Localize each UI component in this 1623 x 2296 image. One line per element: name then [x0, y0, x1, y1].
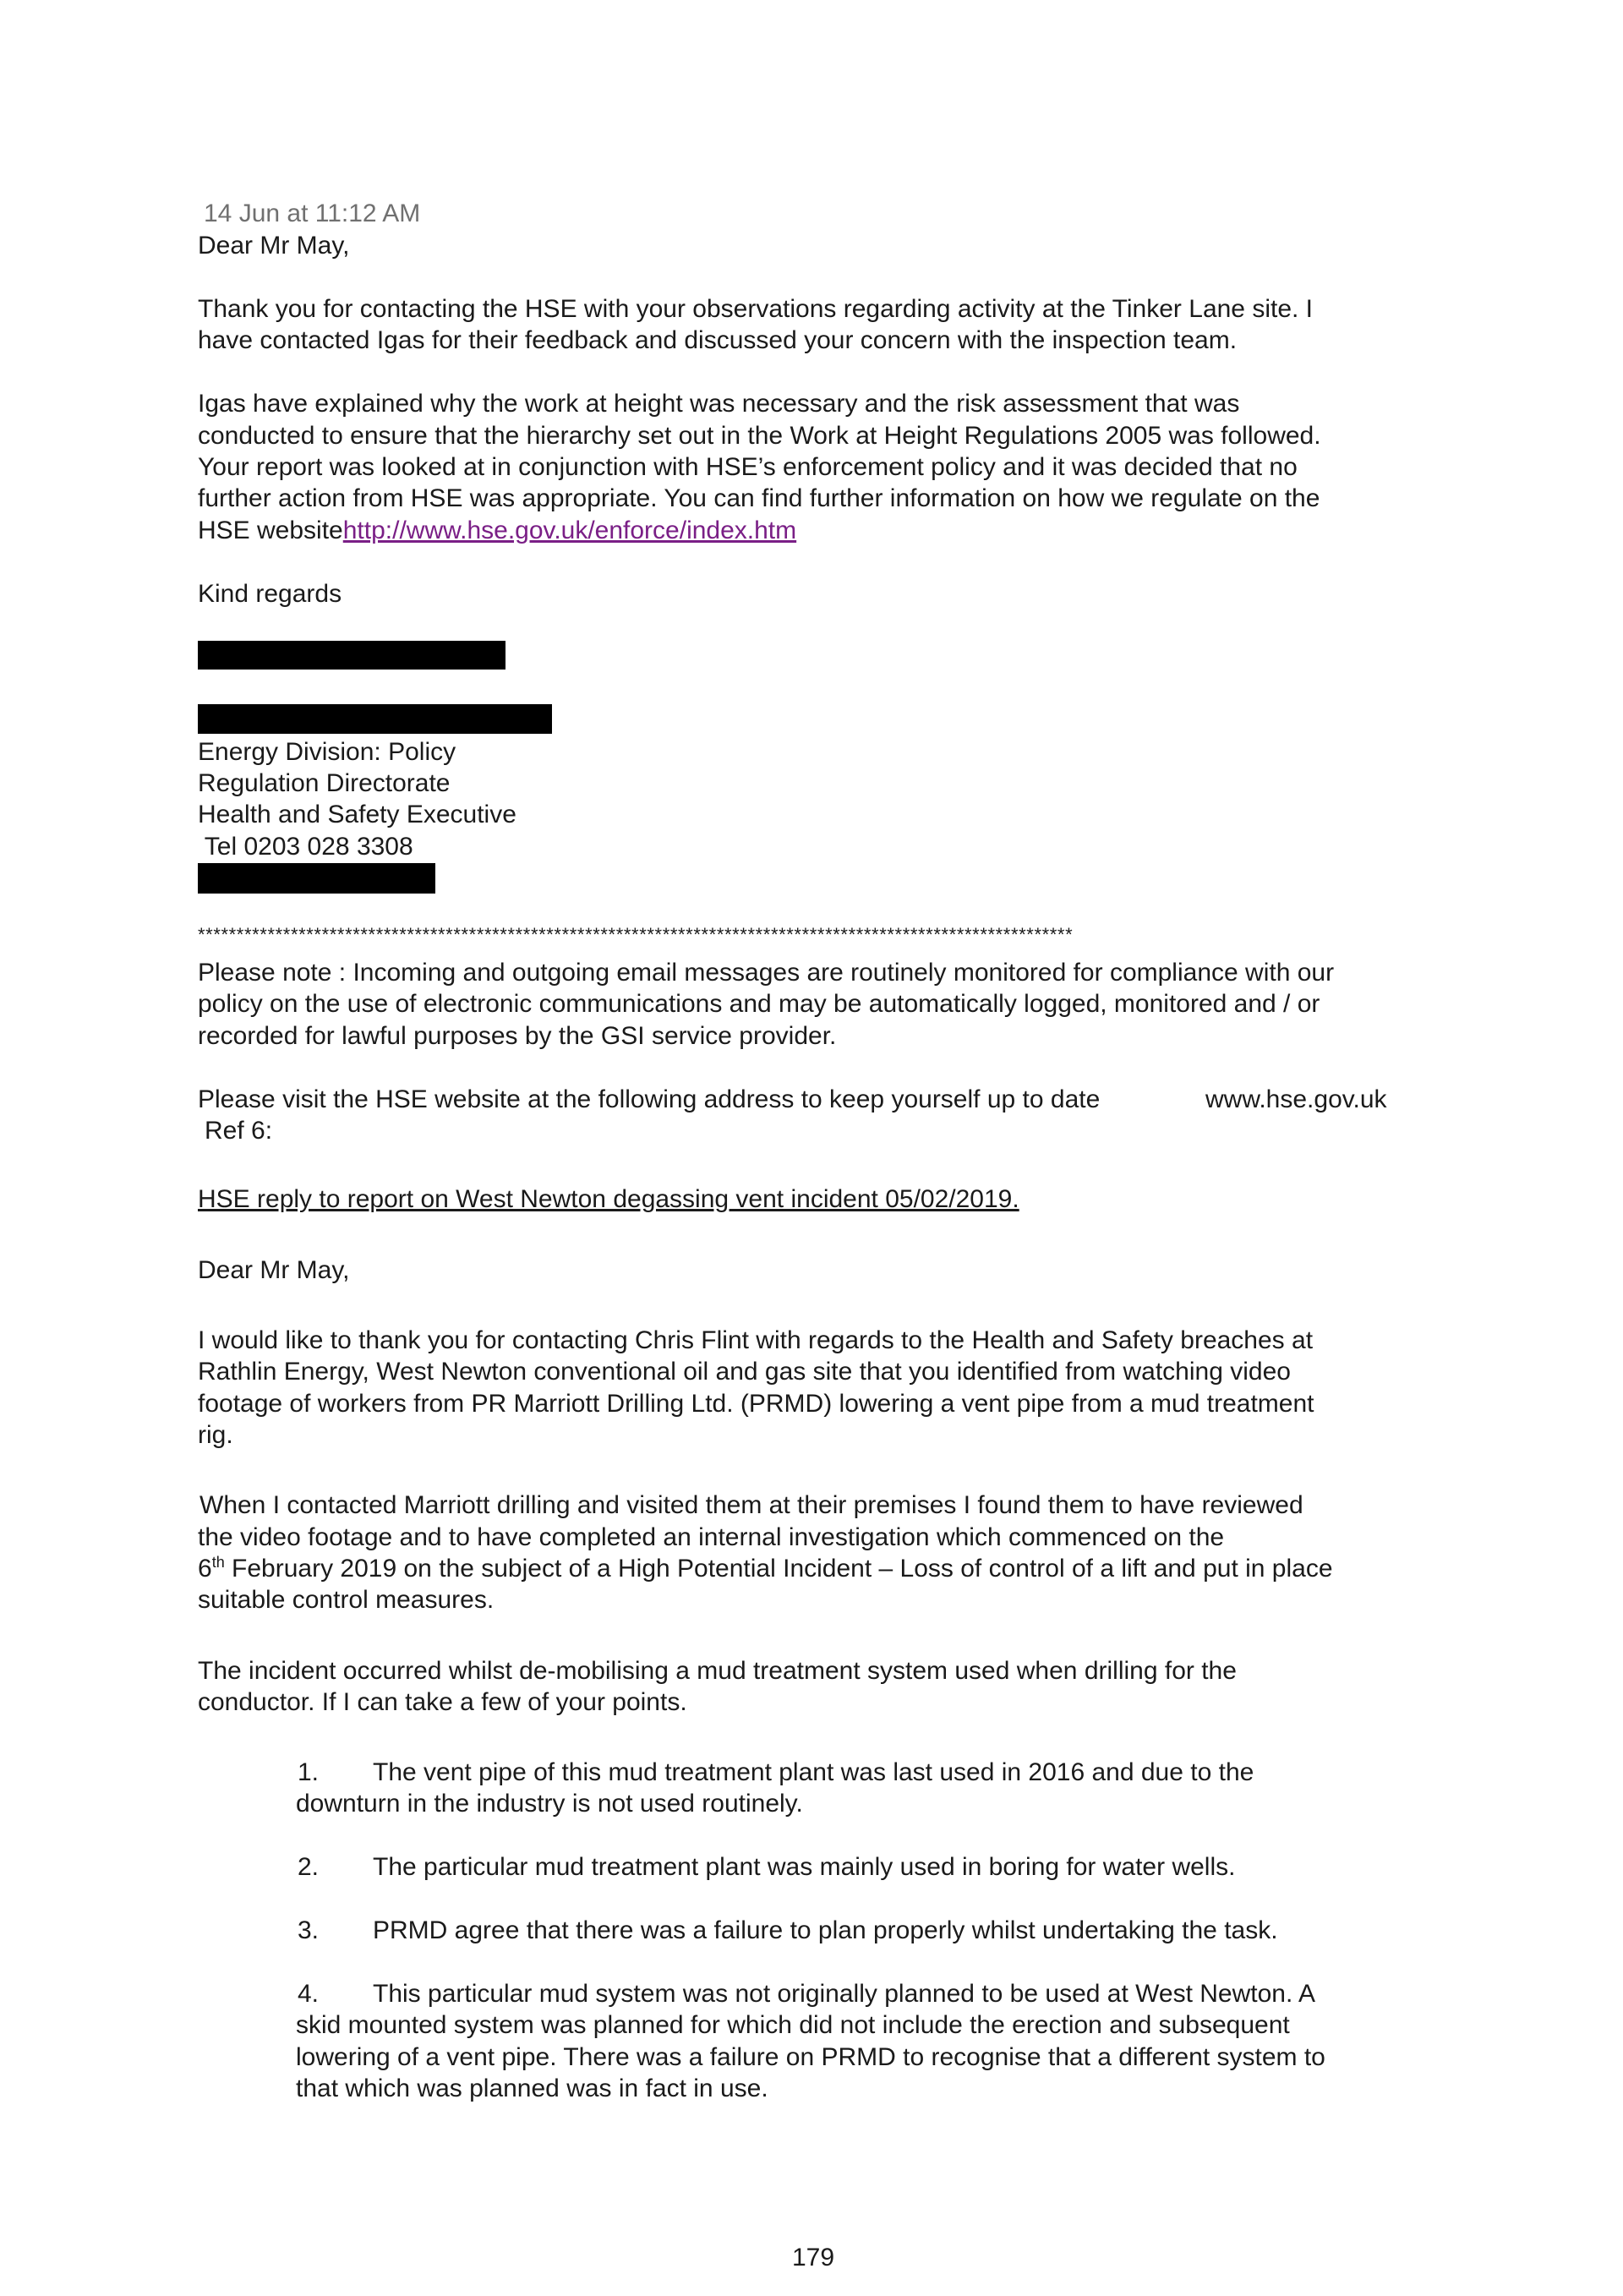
email-greeting: Dear Mr May,: [198, 1256, 350, 1284]
list-item-number: 3.: [298, 1916, 320, 1944]
disclaimer-line: recorded for lawful purposes by the GSI service provider.: [198, 1022, 837, 1050]
paragraph-line: footage of workers from PR Marriott Drilling Ltd. (PRMD) lowering a vent pipe from a mud treatment: [198, 1390, 1314, 1418]
signature-line: Health and Safety Executive: [198, 801, 516, 828]
list-item-line: downturn in the industry is not used routinely.: [296, 1790, 803, 1818]
paragraph-line: further action from HSE was appropriate. You can find further information on how we regulate on the: [198, 484, 1320, 512]
date-ordinal: th: [211, 1554, 225, 1571]
paragraph-line: Your report was looked at in conjunction with HSE’s enforcement policy and it was decided that no: [198, 453, 1298, 481]
reference-label: Ref 6:: [205, 1117, 273, 1145]
signature-line: Energy Division: Policy: [198, 738, 456, 766]
paragraph-line: Thank you for contacting the HSE with your observations regarding activity at the Tinker Lane site. I: [198, 295, 1314, 323]
separator: *****************************************************************************************************************: [198, 924, 1074, 945]
visit-text: Please visit the HSE website at the following address to keep yourself up to date: [198, 1085, 1101, 1113]
date-day: 6: [198, 1555, 212, 1583]
closing: Kind regards: [198, 580, 342, 608]
email-greeting: Dear Mr May,: [198, 232, 350, 260]
paragraph-text: February 2019 on the subject of a High Potential Incident – Loss of control of a lift and put in place: [224, 1555, 1333, 1583]
list-item-number: 4.: [298, 1980, 320, 2008]
redacted-title: [198, 704, 552, 734]
signature-line: Regulation Directorate: [198, 769, 451, 797]
paragraph-line: [198, 515, 796, 546]
paragraph-line: Igas have explained why the work at height was necessary and the risk assessment that was: [198, 390, 1240, 418]
list-item-number: 2.: [298, 1853, 320, 1881]
list-item-line: lowering of a vent pipe. There was a failure on PRMD to recognise that a different system to: [296, 2043, 1325, 2071]
page-number: 179: [792, 2244, 835, 2271]
signature-phone: Tel 0203 028 3308: [198, 833, 413, 861]
list-item-line: This particular mud system was not originally planned to be used at West Newton. A: [373, 1980, 1315, 2008]
paragraph-line: have contacted Igas for their feedback and discussed your concern with the inspection team.: [198, 326, 1238, 354]
list-item-line: The vent pipe of this mud treatment plant was last used in 2016 and due to the: [373, 1758, 1254, 1786]
list-item-number: 1.: [298, 1758, 320, 1786]
paragraph-line: When I contacted Marriott drilling and visited them at their premises I found them to have reviewed: [199, 1491, 1303, 1519]
section-title: HSE reply to report on West Newton degassing vent incident 05/02/2019.: [198, 1185, 1019, 1213]
paragraph-line: The incident occurred whilst de-mobilising a mud treatment system used when drilling for the: [198, 1657, 1237, 1685]
disclaimer-line: policy on the use of electronic communications and may be automatically logged, monitored and / or: [198, 990, 1320, 1018]
email-timestamp: 14 Jun at 11:12 AM: [204, 200, 421, 227]
paragraph-line: conductor. If I can take a few of your points.: [198, 1688, 687, 1716]
paragraph-line: rig.: [198, 1421, 233, 1449]
hse-website-url: www.hse.gov.uk: [1205, 1085, 1387, 1113]
list-item-line: PRMD agree that there was a failure to plan properly whilst undertaking the task.: [373, 1916, 1278, 1944]
list-item-line: The particular mud treatment plant was mainly used in boring for water wells.: [373, 1853, 1236, 1881]
paragraph-line: I would like to thank you for contacting Chris Flint with regards to the Health and Safety breaches at: [198, 1326, 1314, 1354]
enforcement-policy-link[interactable]: http://www.hse.gov.uk/enforce/index.htm: [342, 517, 797, 544]
paragraph-line: suitable control measures.: [198, 1586, 495, 1614]
list-item-line: skid mounted system was planned for which did not include the erection and subsequent: [296, 2011, 1290, 2039]
redacted-name: [198, 641, 505, 670]
redacted-contact: [198, 863, 435, 894]
paragraph-text: HSE website: [198, 517, 343, 544]
disclaimer-line: Please note : Incoming and outgoing email messages are routinely monitored for compliance with our: [198, 959, 1335, 987]
paragraph-line: the video footage and to have completed an internal investigation which commenced on the: [198, 1523, 1225, 1551]
paragraph-line: Rathlin Energy, West Newton conventional oil and gas site that you identified from watching video: [198, 1358, 1291, 1386]
list-item-line: that which was planned was in fact in use.: [296, 2075, 768, 2102]
paragraph-line: [198, 1553, 1333, 1584]
paragraph-line: conducted to ensure that the hierarchy set out in the Work at Height Regulations 2005 was followed.: [198, 422, 1321, 450]
